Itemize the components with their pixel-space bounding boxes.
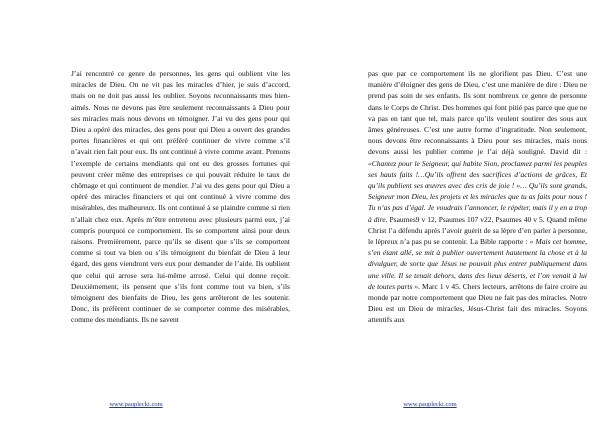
right-text-column <box>368 68 587 326</box>
left-text-column <box>71 68 290 326</box>
right-text-middle: Psaumes9 v 12, Psaumes 107 v22, Psaumes 40 v 5. Quand même Christ l’a défendu après l’avoir guérit de sa lèpre d’en parler à personne, le lépreux n’a pas pu se contenir. La Bible rapporte : <box>368 214 587 247</box>
right-text-before: pas que par ce comportement ils ne glorifient pas Dieu. C’est une manière d’éloigner des gens de Dieu, c’est une manière de dire : Dieu ne prend pas soin de ses enfants. Ils sont nombreux ce genre de personne dans le Corps de Christ. Des hommes qui font pitié pas parce que que ne va pas en tant que tel, mais parce qu’ils veulent soutirer des sous aux âmes généreuses. C’est une autre forme d’ingratitude. Non seulement, nous devons être reconnaissants à Dieu pour ses miracles, mais nous devons aussi les publier comme je l’ai déjà souligné. David dit : <box>368 69 587 157</box>
right-page <box>300 0 600 424</box>
right-text-after: Marc 1 v 45. Chers lecteurs, arrêtons de faire croire au monde par notre comportement que Dieu ne fait pas des miracles. Notre Dieu est un Dieu de miracles, Jésus-Christ fait des miracles. Soyons attentifs aux <box>368 281 587 325</box>
left-paragraph: J’ai rencontré ce genre de personnes, les gens qui oublient vite les miracles de Dieu. On ne vit pas les miracles d’hier, je suis d’accord, mais on ne doit pas aussi les oublier. Soyons reconnaissants mes bien-aimés. Nous ne devons pas être seulement reconnaissants à Dieu pour ses miracles mais nous devons en témoigner. J’ai vu des gens pour qui Dieu a opéré des miracles, des gens pour qui Dieu a ouvert des grandes portes financières et qui ont préféré continuer de vivre comme s’il n’avait rien fait pour eux. Ils ont continué à vivre comme avant. Prenons l’exemple de certains mendiants qui ont eu des grosses fortunes qui peuvent créer même des entreprises ce qui pouvait réduire le taux de chômage et qui continuent de mendier. J’ai vu des gens pour qui Dieu a opéré des miracles financiers et qui ont continué à vivre comme des misérables, des malheureux. Ils ont continué à se plaindre comme si rien n’allait chez eux. Après m’être entretenu avec plusieurs parmi eux, j’ai compris pourquoi ce comportement. Ils se comportent ainsi pour deux raisons. Premièrement, parce qu’ils se disent que s’ils se comportent comme si tout va bien ou s’ils témoignent du bienfait de Dieu à leur égard, des gens viendront vers eux pour demander de l’aide. Ils oublient que celui qui arrose sera lui-même arrosé. Celui qui donne reçoit. Deuxièmement, ils pensent que s’ils font comme tout va bien, s’ils témoignent des bienfaits de Dieu, les gens arrêteront de les soutenir. Donc, ils préfèrent continuer de se comporter comme des misérables, comme des mendiants. Ils ne savent <box>71 69 290 325</box>
mark-quote: « Mais cet homme, s’en étant allé, se mit à publier ouvertement hautement la chose et à la divulguer, de sorte que Jésus ne pouvait plus entrer publiquement dans une ville. Il se tenait dehors, dans des lieux déserts, et l’on venait à lui de toutes parts ». <box>368 237 587 291</box>
psalm-quote: «Chantez pour le Seigneur, qui habite Sion, proclamez parmi les peuples ses hauts faits !…Qu’ils offrent des sacrifices d’actions de grâces, Et qu’ils publient ses œuvres avec des cris de joie ! »… Qu’ils sont grands, Seigneur mon Dieu, les projets et les miracles que tu as faits pour nous ! Tu n’as pas d’égal. Je voudrais l’annoncer, le répéter, mais il y en a trop à dire. <box>368 158 587 224</box>
left-footer-link[interactable]: www.pauplecki.com <box>109 401 163 408</box>
right-paragraph <box>368 68 587 326</box>
right-footer-link[interactable]: www.pauplecki.com <box>403 401 457 408</box>
